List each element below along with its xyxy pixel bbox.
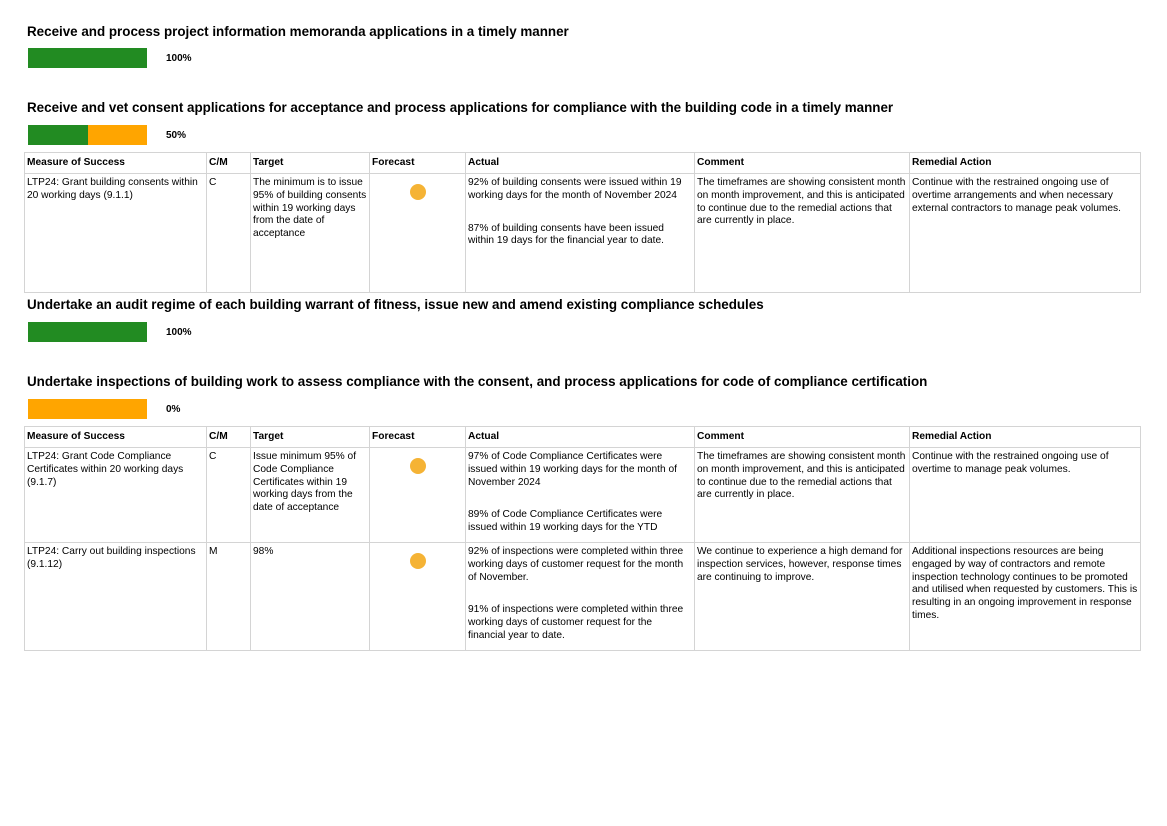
section-4-progress-label: 0% <box>166 404 181 415</box>
actual-cell <box>466 543 695 651</box>
measure-cell: LTP24: Carry out building inspections (9.1.12) <box>25 543 207 651</box>
measure-cell: LTP24: Grant building consents within 20 working days (9.1.1) <box>25 174 207 293</box>
col-forecast: Forecast <box>370 153 466 174</box>
comment-cell: The timeframes are showing consistent month on month improvement, and this is anticipated to continue due to the remedial actions that are currently in place. <box>695 174 910 293</box>
progress-fill <box>28 322 147 342</box>
actual-ytd-text: 89% of Code Compliance Certificates were issued within 19 working days for the YTD <box>468 509 663 534</box>
forecast-cell <box>370 543 466 651</box>
section-4-table <box>24 426 1141 651</box>
col-target: Target <box>251 427 370 448</box>
table-row <box>25 448 1141 543</box>
col-remedial-action: Remedial Action <box>910 153 1141 174</box>
comment-cell: We continue to experience a high demand for inspection services, however, response times are continuing to improve. <box>695 543 910 651</box>
table-header-row <box>25 427 1141 448</box>
section-2-table <box>24 152 1141 293</box>
target-cell: The minimum is to issue 95% of building consents within 19 working days from the date of acceptance <box>251 174 370 293</box>
section-2-title: Receive and vet consent applications for acceptance and process applications for compliance with the building code in a timely manner <box>27 100 894 115</box>
measure-cell: LTP24: Grant Code Compliance Certificates within 20 working days (9.1.7) <box>25 448 207 543</box>
section-1-progress-label: 100% <box>166 53 192 64</box>
progress-fill <box>28 48 147 68</box>
forecast-amber-dot-icon <box>410 458 426 474</box>
remedial-cell: Continue with the restrained ongoing use of overtime arrangements and when necessary external contractors to manage peak volumes. <box>910 174 1141 293</box>
actual-month-text: 97% of Code Compliance Certificates were issued within 19 working days for the month of November 2024 <box>468 451 677 488</box>
actual-ytd-text: 91% of inspections were completed within three working days of customer request for the financial year to date. <box>468 604 684 641</box>
section-4-progress-bar <box>28 399 147 419</box>
cm-cell: C <box>207 174 251 293</box>
col-remedial-action: Remedial Action <box>910 427 1141 448</box>
forecast-amber-dot-icon <box>410 184 426 200</box>
col-cm: C/M <box>207 153 251 174</box>
section-2-progress-bar <box>28 125 147 145</box>
comment-cell: The timeframes are showing consistent month on month improvement, and this is anticipated to continue due to the remedial actions that are currently in place. <box>695 448 910 543</box>
cm-cell: C <box>207 448 251 543</box>
remedial-cell: Additional inspections resources are being engaged by way of contractors and remote inspection technology continues to be promoted and utilised when requested by customers. This is resulting in an ongoing improvement in response times. <box>910 543 1141 651</box>
section-2-progress-label: 50% <box>166 130 187 141</box>
table-header-row <box>25 153 1141 174</box>
section-3-progress-label: 100% <box>166 327 192 338</box>
col-cm: C/M <box>207 427 251 448</box>
section-1-title: Receive and process project information memoranda applications in a timely manner <box>27 24 569 39</box>
col-measure-of-success: Measure of Success <box>25 427 207 448</box>
target-cell: Issue minimum 95% of Code Compliance Certificates within 19 working days from the date of acceptance <box>251 448 370 543</box>
col-comment: Comment <box>695 153 910 174</box>
col-actual: Actual <box>466 153 695 174</box>
forecast-cell <box>370 174 466 293</box>
forecast-amber-dot-icon <box>410 553 426 569</box>
col-measure-of-success: Measure of Success <box>25 153 207 174</box>
section-1-progress-bar <box>28 48 147 68</box>
actual-month-text: 92% of inspections were completed within three working days of customer request for the month of November. <box>468 546 684 583</box>
col-forecast: Forecast <box>370 427 466 448</box>
actual-cell <box>466 448 695 543</box>
section-4-title: Undertake inspections of building work to assess compliance with the consent, and process applications for code of compliance certification <box>27 374 928 389</box>
col-comment: Comment <box>695 427 910 448</box>
actual-cell <box>466 174 695 293</box>
section-3-progress-bar <box>28 322 147 342</box>
section-3-title: Undertake an audit regime of each building warrant of fitness, issue new and amend existing compliance schedules <box>27 297 764 312</box>
forecast-cell <box>370 448 466 543</box>
actual-ytd-text: 87% of building consents have been issued within 19 days for the financial year to date. <box>468 222 664 247</box>
col-target: Target <box>251 153 370 174</box>
cm-cell: M <box>207 543 251 651</box>
col-actual: Actual <box>466 427 695 448</box>
progress-fill <box>28 125 88 145</box>
actual-month-text: 92% of building consents were issued within 19 working days for the month of November 2024 <box>468 177 682 201</box>
remedial-cell: Continue with the restrained ongoing use of overtime to manage peak volumes. <box>910 448 1141 543</box>
table-row <box>25 543 1141 651</box>
table-row <box>25 174 1141 293</box>
target-cell: 98% <box>251 543 370 651</box>
